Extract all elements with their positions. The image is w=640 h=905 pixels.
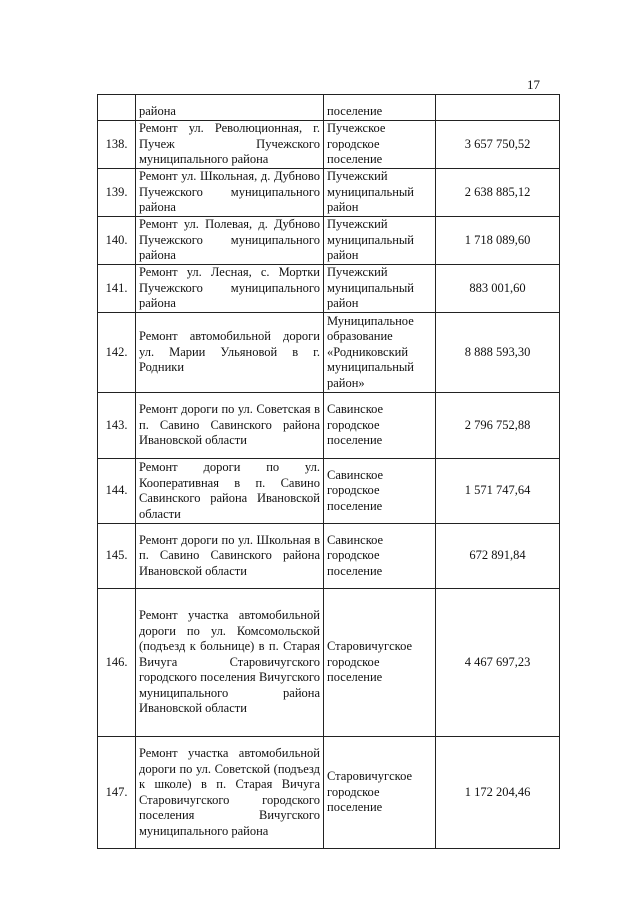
row-description-cell: Ремонт ул. Революционная, г. Пучеж Пучежского муниципального района bbox=[136, 121, 324, 169]
funding-table bbox=[97, 94, 560, 849]
row-owner-cell: поселение bbox=[324, 95, 436, 121]
row-owner-cell: Савинское городское поселение bbox=[324, 393, 436, 459]
page-number: 17 bbox=[527, 77, 540, 92]
row-description-cell: Ремонт ул. Лесная, с. Мортки Пучежского муниципального района bbox=[136, 265, 324, 313]
row-description-cell: Ремонт автомобильной дороги ул. Марии Ульяновой в г. Родники bbox=[136, 313, 324, 393]
table-row bbox=[98, 393, 560, 459]
row-amount-cell: 2 638 885,12 bbox=[436, 169, 560, 217]
row-number-cell: 144. bbox=[98, 459, 136, 524]
row-amount-cell: 1 718 089,60 bbox=[436, 217, 560, 265]
row-owner-cell: Савинское городское поселение bbox=[324, 459, 436, 524]
table-row bbox=[98, 121, 560, 169]
row-description-cell: Ремонт дороги по ул. Школьная в п. Савино Савинского района Ивановской области bbox=[136, 524, 324, 589]
row-owner-cell: Пучежский муниципальный район bbox=[324, 265, 436, 313]
row-number-cell: 146. bbox=[98, 589, 136, 737]
row-amount-cell: 1 172 204,46 bbox=[436, 737, 560, 849]
row-owner-cell: Пучежский муниципальный район bbox=[324, 169, 436, 217]
row-description-cell: Ремонт участка автомобильной дороги по ул. Комсомольской (подъезд к больнице) в п. Старая Вичуга Старовичугского городского поселения Вичугского муниципального района Ивановской области bbox=[136, 589, 324, 737]
table-row-continuation bbox=[98, 95, 560, 121]
row-number-cell: 138. bbox=[98, 121, 136, 169]
row-description-cell: Ремонт дороги по ул. Советская в п. Савино Савинского района Ивановской области bbox=[136, 393, 324, 459]
row-owner-cell: Пучежское городское поселение bbox=[324, 121, 436, 169]
table-row bbox=[98, 524, 560, 589]
table-row bbox=[98, 459, 560, 524]
row-number-cell: 141. bbox=[98, 265, 136, 313]
row-amount-cell: 3 657 750,52 bbox=[436, 121, 560, 169]
row-owner-cell: Пучежский муниципальный район bbox=[324, 217, 436, 265]
row-description-cell: района bbox=[136, 95, 324, 121]
row-description-cell: Ремонт участка автомобильной дороги по ул. Советской (подъезд к школе) в п. Старая Вичуга Старовичугского городского поселения Вичугского муниципального района bbox=[136, 737, 324, 849]
table-row bbox=[98, 313, 560, 393]
row-number-cell bbox=[98, 95, 136, 121]
row-description-cell: Ремонт ул. Полевая, д. Дубново Пучежского муниципального района bbox=[136, 217, 324, 265]
row-owner-cell: Муниципальное образование «Родниковский муниципальный район» bbox=[324, 313, 436, 393]
table-row bbox=[98, 217, 560, 265]
row-amount-cell: 883 001,60 bbox=[436, 265, 560, 313]
table-row bbox=[98, 737, 560, 849]
row-owner-cell: Савинское городское поселение bbox=[324, 524, 436, 589]
row-amount-cell: 2 796 752,88 bbox=[436, 393, 560, 459]
table-row bbox=[98, 589, 560, 737]
table-row bbox=[98, 169, 560, 217]
row-amount-cell: 1 571 747,64 bbox=[436, 459, 560, 524]
row-amount-cell: 8 888 593,30 bbox=[436, 313, 560, 393]
row-number-cell: 142. bbox=[98, 313, 136, 393]
row-number-cell: 143. bbox=[98, 393, 136, 459]
row-number-cell: 147. bbox=[98, 737, 136, 849]
row-description-cell: Ремонт дороги по ул. Кооперативная в п. Савино Савинского района Ивановской области bbox=[136, 459, 324, 524]
row-description-cell: Ремонт ул. Школьная, д. Дубново Пучежского муниципального района bbox=[136, 169, 324, 217]
row-amount-cell bbox=[436, 95, 560, 121]
table-row bbox=[98, 265, 560, 313]
row-number-cell: 145. bbox=[98, 524, 136, 589]
row-amount-cell: 672 891,84 bbox=[436, 524, 560, 589]
row-number-cell: 140. bbox=[98, 217, 136, 265]
row-owner-cell: Старовичугское городское поселение bbox=[324, 737, 436, 849]
row-owner-cell: Старовичугское городское поселение bbox=[324, 589, 436, 737]
row-amount-cell: 4 467 697,23 bbox=[436, 589, 560, 737]
row-number-cell: 139. bbox=[98, 169, 136, 217]
